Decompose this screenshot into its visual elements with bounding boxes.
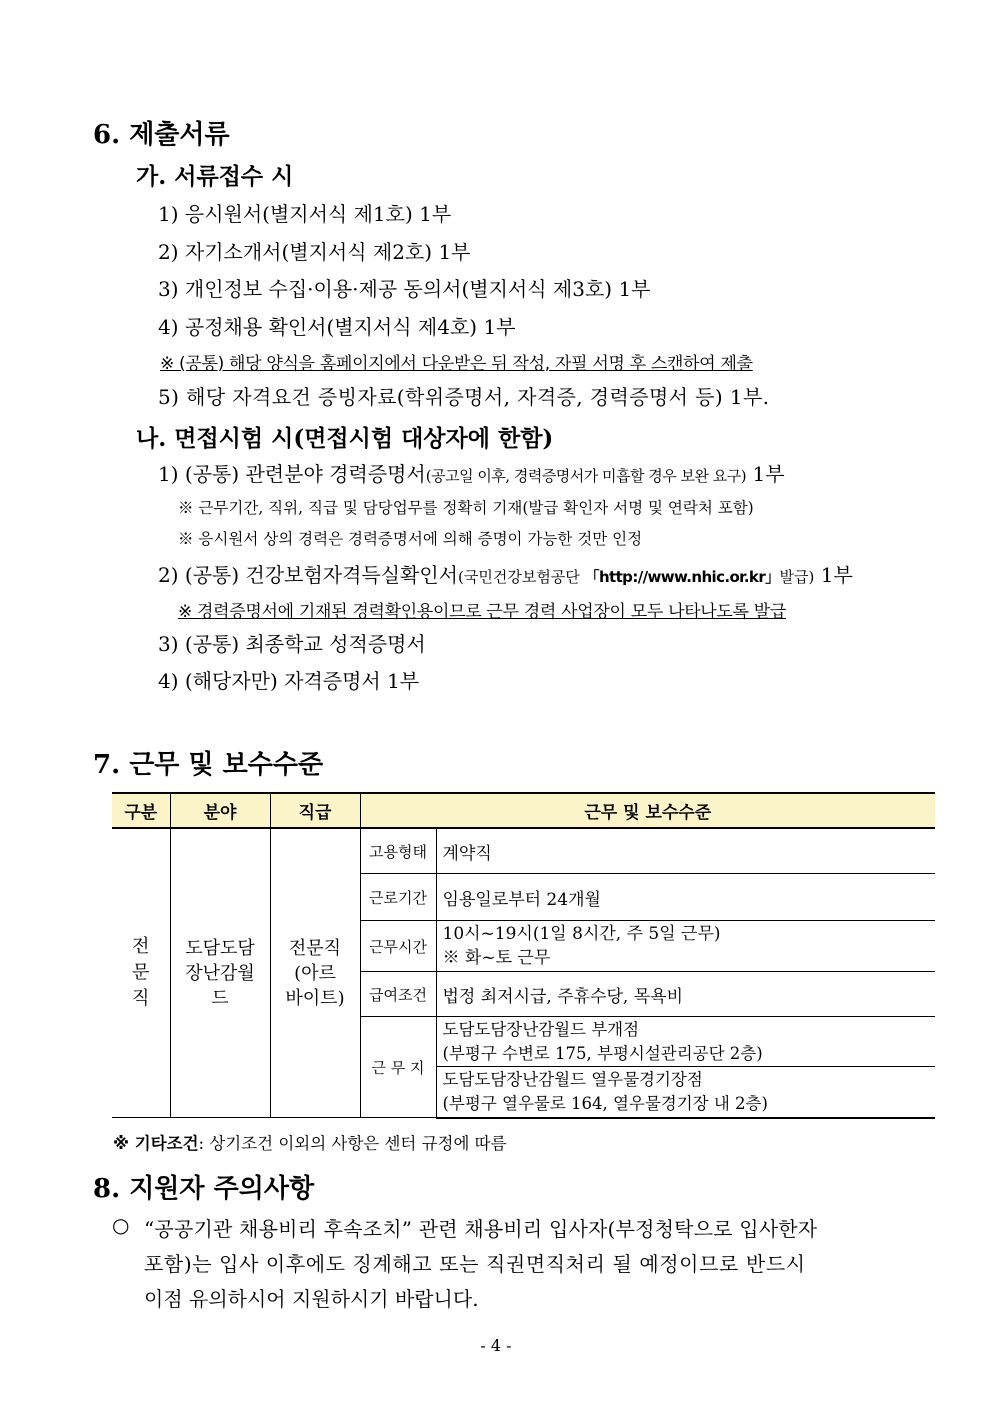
category-cell: 전 문 직	[112, 828, 170, 1118]
page-number: - 4 -	[480, 1336, 512, 1355]
workplace-name: 도담도담장난감월드 부개점	[442, 1019, 640, 1039]
workplace-address: (부평구 수변로 175, 부평시설관리공단 2층)	[442, 1043, 763, 1063]
value-line: ※ 화~토 근무	[442, 948, 551, 968]
nhic-link: 「http://www.nhic.or.kr」	[584, 568, 780, 586]
grade-cell: 전문직 (아르 바이트)	[270, 828, 360, 1118]
notice-line: 이점 유의하시어 지원하시기 바랍니다.	[144, 1287, 479, 1311]
list-item	[158, 559, 853, 588]
list-item	[158, 458, 785, 487]
note: ※ 경력증명서에 기재된 경력확인용이므로 근무 경력 사업장이 모두 나타나도록 발급	[178, 602, 787, 622]
header-cell: 구분	[112, 793, 170, 828]
note: ※ 근무기간, 직위, 직급 및 담당업무를 정확히 기재(발급 확인자 서명 및 연락처 포함)	[178, 499, 754, 517]
section6-a-title: 가. 서류접수 시	[136, 163, 294, 190]
field-cell: 도담도담 장난감월 드	[170, 828, 270, 1118]
workplace-cell	[436, 1067, 935, 1118]
list-item: 3) (공통) 최종학교 성적증명서	[158, 632, 426, 656]
list-item: 3) 개인정보 수집·이용·제공 동의서(별지서식 제3호) 1부	[158, 277, 651, 301]
item-text: 1부	[814, 563, 853, 587]
list-item: 2) 자기소개서(별지서식 제2호) 1부	[158, 240, 471, 264]
value-line: 10시~19시(1일 8시간, 주 5일 근무)	[442, 924, 721, 944]
other-label: ※ 기타조건	[113, 1134, 199, 1153]
bullet-icon: ○	[112, 1213, 130, 1237]
section6-b-title: 나. 면접시험 시(면접시험 대상자에 한함)	[136, 425, 554, 452]
notice-line: “공공기관 채용비리 후속조치” 관련 채용비리 입사자(부정청탁으로 입사한자	[144, 1217, 818, 1241]
other-text: : 상기조건 이외의 사항은 센터 규정에 따름	[198, 1134, 507, 1153]
header-cell: 근무 및 보수수준	[360, 793, 935, 828]
item-text: 1부	[746, 462, 785, 486]
list-item: 4) 공정채용 확인서(별지서식 제4호) 1부	[158, 315, 516, 339]
note: ※ 응시원서 상의 경력은 경력증명서에 의해 증명이 가능한 것만 인정	[178, 530, 643, 548]
row-value: 계약직	[436, 828, 935, 874]
workplace-address: (부평구 열우물로 164, 열우물경기장 내 2층)	[442, 1093, 768, 1113]
row-value: 법정 최저시급, 주휴수당, 목욕비	[436, 972, 935, 1017]
row-label: 근로기간	[360, 874, 436, 921]
item-detail: 발급)	[779, 568, 815, 586]
list-item: 4) (해당자만) 자격증명서 1부	[158, 669, 420, 693]
submission-note: ※ (공통) 해당 양식을 홈페이지에서 다운받은 뒤 작성, 자필 서명 후 스캔하여 제출	[160, 354, 753, 374]
other-conditions	[113, 1130, 507, 1154]
row-value	[436, 921, 935, 972]
workplace-name: 도담도담장난감월드 열우물경기장점	[442, 1069, 703, 1089]
item-detail: (공고일 이후, 경력증명서가 미흡할 경우 보완 요구)	[425, 467, 747, 485]
row-label: 급여조건	[360, 972, 436, 1017]
row-label: 근 무 지	[360, 1017, 436, 1118]
row-value: 임용일로부터 24개월	[436, 874, 935, 921]
header-cell: 직급	[270, 793, 360, 828]
table-row	[112, 828, 935, 874]
section6-title: 6. 제출서류	[93, 120, 230, 150]
item-detail: (국민건강보험공단	[458, 568, 585, 586]
workplace-cell	[436, 1017, 935, 1067]
pay-table	[112, 792, 935, 1119]
table-header-row	[112, 793, 935, 828]
item-text: 1) (공통) 관련분야 경력증명서	[158, 462, 426, 486]
notice-line: 포함)는 입사 이후에도 징계해고 또는 직권면직처리 될 예정이므로 반드시	[144, 1252, 806, 1276]
list-item: 1) 응시원서(별지서식 제1호) 1부	[158, 202, 452, 226]
section7-title: 7. 근무 및 보수수준	[93, 750, 324, 780]
row-label: 근무시간	[360, 921, 436, 972]
item-text: 2) (공통) 건강보험자격득실확인서	[158, 563, 459, 587]
section8-title: 8. 지원자 주의사항	[93, 1174, 315, 1204]
row-label: 고용형태	[360, 828, 436, 874]
header-cell: 분야	[170, 793, 270, 828]
list-item: 5) 해당 자격요건 증빙자료(학위증명서, 자격증, 경력증명서 등) 1부.	[158, 385, 770, 409]
